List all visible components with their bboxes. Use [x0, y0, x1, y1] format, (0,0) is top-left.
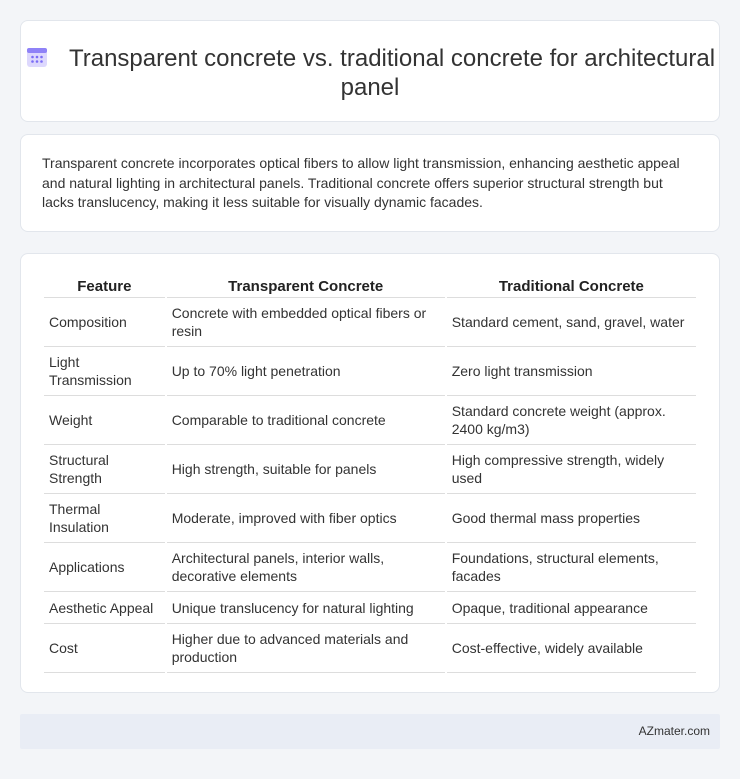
- page-title-text: Transparent concrete vs. traditional concrete for architectural panel: [68, 45, 716, 101]
- title-card: [20, 20, 720, 122]
- traditional-cell: Opaque, traditional appearance: [447, 592, 696, 624]
- feature-cell: Weight: [44, 396, 165, 445]
- transparent-cell: Moderate, improved with fiber optics: [167, 494, 445, 543]
- feature-cell: Applications: [44, 543, 165, 592]
- table-row: [44, 592, 696, 624]
- header-traditional: Traditional Concrete: [447, 276, 696, 298]
- transparent-cell: Architectural panels, interior walls, decorative elements: [167, 543, 445, 592]
- transparent-cell: Concrete with embedded optical fibers or resin: [167, 298, 445, 347]
- feature-cell: Aesthetic Appeal: [44, 592, 165, 624]
- header-feature: Feature: [44, 276, 165, 298]
- table-header-row: [44, 276, 696, 298]
- traditional-cell: Zero light transmission: [447, 347, 696, 396]
- traditional-cell: Standard cement, sand, gravel, water: [447, 298, 696, 347]
- header-transparent: Transparent Concrete: [167, 276, 445, 298]
- traditional-cell: Foundations, structural elements, facades: [447, 543, 696, 592]
- footer-brand: AZmater.com: [638, 724, 710, 738]
- table-row: [44, 494, 696, 543]
- table-row: [44, 624, 696, 673]
- traditional-cell: Cost-effective, widely available: [447, 624, 696, 673]
- transparent-cell: Unique translucency for natural lighting: [167, 592, 445, 624]
- feature-cell: Composition: [44, 298, 165, 347]
- table-row: [44, 445, 696, 494]
- footer-bar: [20, 714, 720, 749]
- transparent-cell: Comparable to traditional concrete: [167, 396, 445, 445]
- feature-cell: Light Transmission: [44, 347, 165, 396]
- feature-cell: Thermal Insulation: [44, 494, 165, 543]
- table-row: [44, 396, 696, 445]
- table-row: [44, 298, 696, 347]
- comparison-table: [42, 276, 698, 673]
- page-title: [21, 44, 719, 102]
- traditional-cell: High compressive strength, widely used: [447, 445, 696, 494]
- intro-text: Transparent concrete incorporates optical fibers to allow light transmission, enhancing aesthetic appeal and natural lighting in architectural panels. Traditional concrete offers superior structural strength but lacks translucency, making it less suitable for visually dynamic facades.: [42, 155, 680, 210]
- title-wrap: [21, 44, 719, 102]
- traditional-cell: Good thermal mass properties: [447, 494, 696, 543]
- transparent-cell: Higher due to advanced materials and production: [167, 624, 445, 673]
- table-row: [44, 347, 696, 396]
- traditional-cell: Standard concrete weight (approx. 2400 kg/m3): [447, 396, 696, 445]
- intro-card: [20, 134, 720, 232]
- feature-cell: Cost: [44, 624, 165, 673]
- transparent-cell: Up to 70% light penetration: [167, 347, 445, 396]
- table-row: [44, 543, 696, 592]
- transparent-cell: High strength, suitable for panels: [167, 445, 445, 494]
- feature-cell: Structural Strength: [44, 445, 165, 494]
- calendar-icon: [25, 45, 49, 69]
- comparison-card: [20, 253, 720, 693]
